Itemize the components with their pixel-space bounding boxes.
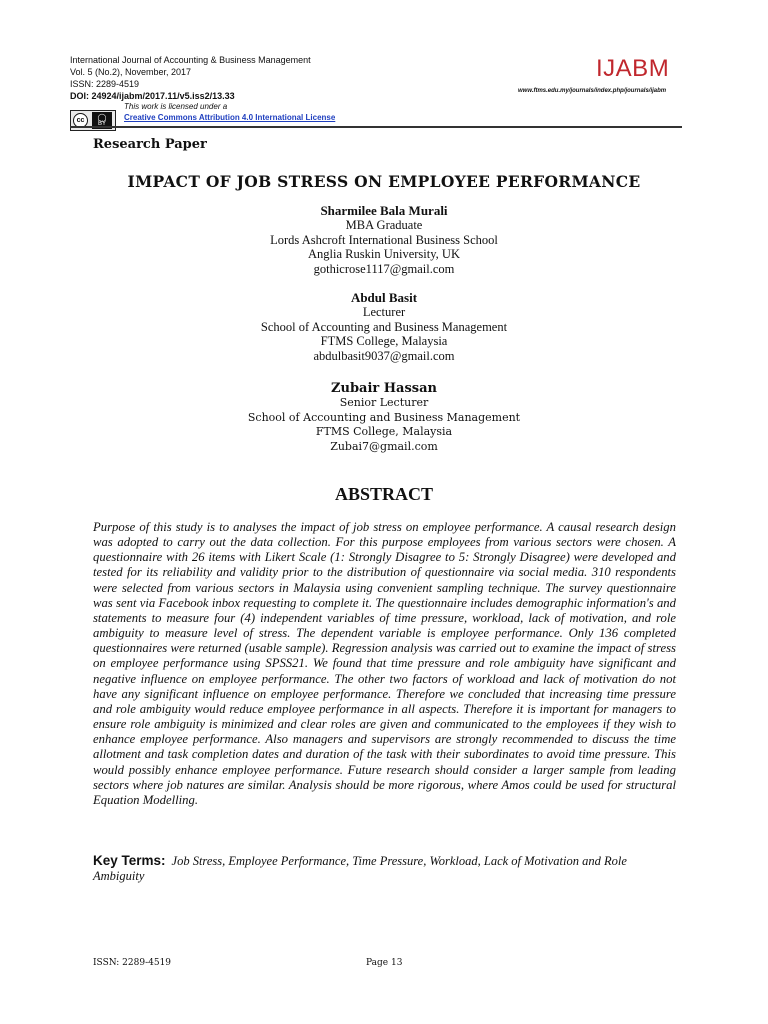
author-position: Senior Lecturer — [339, 396, 429, 410]
key-terms — [93, 853, 676, 884]
journal-header-info — [70, 54, 311, 102]
author-position: Lecturer — [362, 305, 406, 320]
author-location: FTMS College, Malaysia — [320, 334, 448, 349]
logo-abm: ABM — [615, 55, 670, 82]
author-block — [0, 204, 768, 276]
journal-name: International Journal of Accounting & Business Management — [70, 55, 311, 65]
footer-page-number: Page 13 — [366, 958, 403, 968]
abstract-heading: ABSTRACT — [334, 484, 434, 504]
journal-logo — [596, 55, 669, 83]
author-institution: Lords Ashcroft International Business School — [270, 232, 498, 247]
author-name: Zubair Hassan — [331, 381, 437, 396]
section-label: Research Paper — [93, 137, 207, 152]
author-email: abdulbasit9037@gmail.com — [313, 348, 455, 363]
journal-doi: DOI: 24924/ijabm/2017.11/v5.iss2/13.33 — [70, 91, 235, 101]
author-institution: School of Accounting and Business Management — [260, 319, 508, 334]
license-statement: This work is licensed under a — [124, 102, 228, 111]
by-label: BY — [97, 120, 106, 127]
author-location: Anglia Ruskin University, UK — [308, 247, 460, 262]
author-block — [0, 291, 768, 363]
key-terms-text: Job Stress, Employee Performance, Time Pressure, Workload, Lack of Motivation and Role Ambiguity — [93, 854, 627, 883]
license-link[interactable]: Creative Commons Attribution 4.0 International License — [124, 113, 336, 122]
author-name: Sharmilee Bala Murali — [320, 203, 448, 218]
abstract-body: Purpose of this study is to analyses the impact of job stress on employee performance. A causal research design was adopted to carry out the data collection. For this purpose employees from various sectors were chosen. A questionnaire with 26 items with Likert Scale (1: Strongly Disagree to 5: Strongly Disagree) were developed and tested for its reliability and validity prior to the distribution of questionnaire via social media. 310 respondents were selected from various sectors in Malaysia using convenient sampling technique. The survey questionnaire was sent via Facebook inbox requesting to complete it. The questionnaire includes demographic information's and statements to measure four (4) independent variables of time pressure, workload, lack of motivation, and role ambiguity to measure level of stress. The dependent variable is employee performance. Only 136 completed questionnaires were returned (usable sample). Regression analysis was carried out to examine the impact of stress on employee performance using SPSS21. We found that time pressure and role ambiguity have significant and negative influence on employee performance. The other two factors of workload and lack of motivation do not have any significant influence on employee performance. Therefore we concluded that increasing time pressure and role ambiguity would reduce employee performance in all aspects. Therefore it is important for managers to ensure role ambiguity is minimized and clear roles are given and communicated to the employees if they wish to enhance employee performance. Also managers and supervisors are strongly recommended to discuss the time allotment and task completion dates and duration of the task with their subordinates to avoid time pressure. This would possibly enhance employee performance. Future research should consider a larger sample from leading sectors where job natures are similar. Analysis should be more rigorous, where Amos could be used for structural Equation Modelling. — [93, 520, 676, 807]
logo-ij: IJ — [596, 55, 616, 82]
header-divider — [70, 126, 682, 128]
paper-title: IMPACT OF JOB STRESS ON EMPLOYEE PERFORMANCE — [127, 172, 641, 191]
author-block — [0, 382, 768, 454]
journal-url[interactable]: www.ftms.edu.my/journals/index.php/journals/ijabm — [518, 88, 667, 94]
journal-issn: ISSN: 2289-4519 — [70, 79, 140, 89]
key-terms-label: Key Terms: — [93, 853, 166, 868]
footer-issn: ISSN: 2289-4519 — [93, 958, 172, 968]
author-email: Zubai7@gmail.com — [330, 439, 438, 453]
author-name: Abdul Basit — [350, 290, 418, 305]
journal-volume: Vol. 5 (No.2), November, 2017 — [70, 67, 192, 77]
author-institution: School of Accounting and Business Management — [247, 410, 521, 424]
author-email: gothicrose1117@gmail.com — [313, 261, 455, 276]
creative-commons-badge-icon[interactable] — [70, 110, 116, 131]
author-location: FTMS College, Malaysia — [315, 425, 453, 439]
author-position: MBA Graduate — [345, 218, 423, 233]
cc-icon: cc — [73, 113, 88, 128]
attribution-icon: ◯ BY — [92, 112, 112, 129]
